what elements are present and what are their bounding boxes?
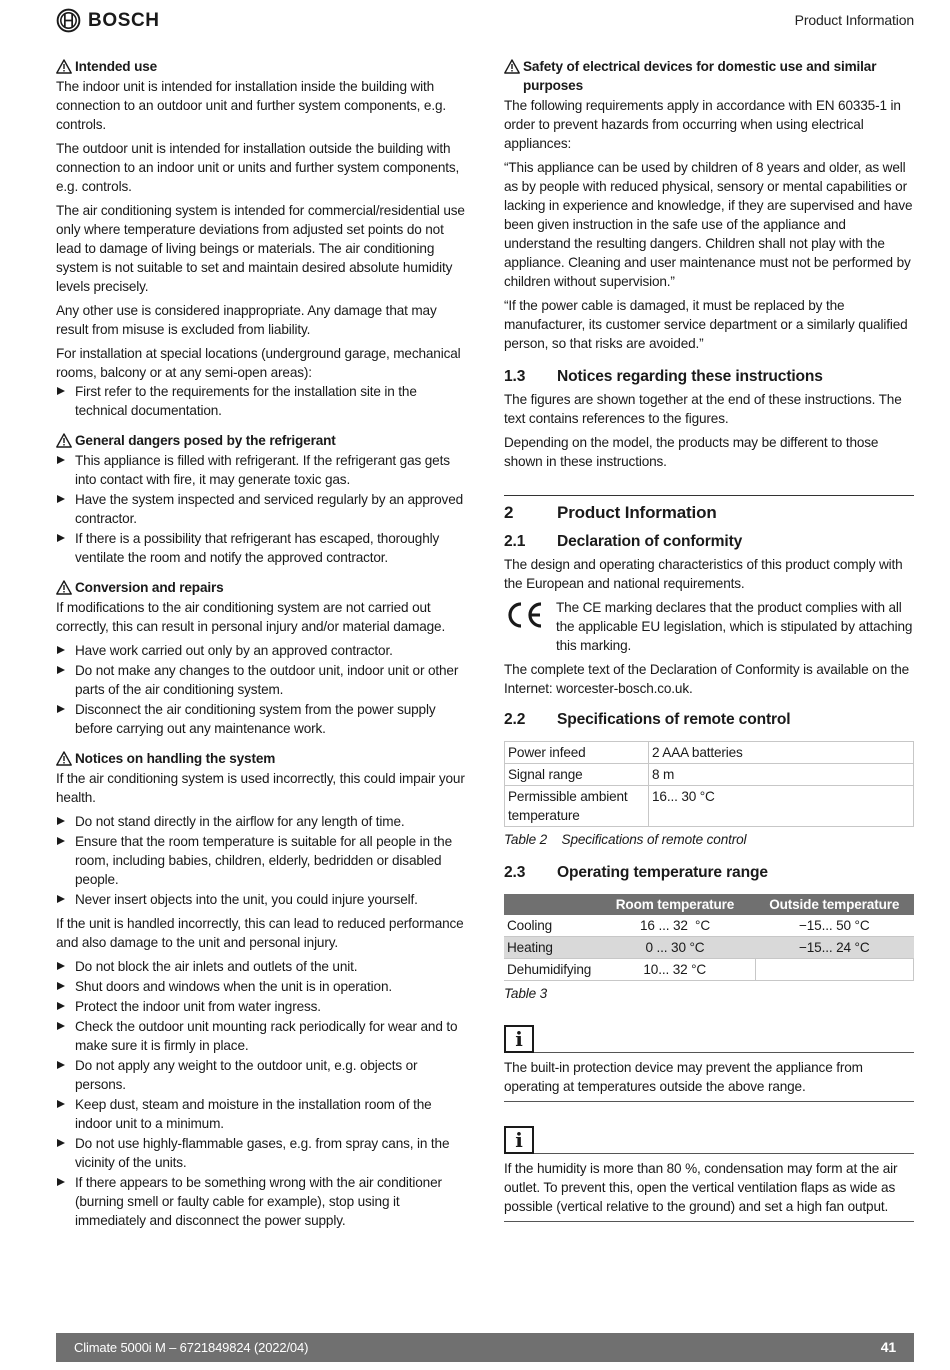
left-column — [56, 57, 465, 1241]
paragraph: “If the power cable is damaged, it must be replaced by the manufacturer, its customer service department or a similarly qualified person, so that risks are avoided.” — [504, 298, 908, 351]
table-cell: 10... 32 °C — [595, 959, 755, 981]
table-caption: Table 3 — [504, 986, 548, 1001]
divider — [534, 1153, 914, 1154]
paragraph: The figures are shown together at the end of these instructions. The text contains references to the figures. — [504, 392, 902, 426]
chapter-product-information — [504, 495, 914, 522]
list-item: First refer to the requirements for the installation site in the technical documentation. — [56, 382, 465, 420]
refrigerant-section — [56, 431, 465, 567]
heading-text-line1: Safety of electrical devices for domestic use and similar — [523, 59, 877, 74]
arrow-bullet-icon — [57, 1022, 65, 1030]
conversion-section — [56, 578, 465, 738]
table-cell: 0 ... 30 °C — [595, 937, 755, 959]
warning-triangle-icon — [56, 751, 72, 766]
section-number: 1.3 — [504, 368, 526, 385]
section-number: 2.1 — [504, 533, 526, 550]
electrical-safety-section — [504, 57, 914, 353]
section-number: 2.3 — [504, 864, 526, 881]
instruction-list — [56, 641, 465, 738]
paragraph: The indoor unit is intended for installation inside the building with connection to an outdoor unit and further system components, e.g. controls. — [56, 79, 446, 132]
paragraph: Any other use is considered inappropriate. Any damage that may result from misuse is excluded from liability. — [56, 303, 437, 337]
arrow-bullet-icon — [57, 817, 65, 825]
paragraph: If the air conditioning system is used incorrectly, this could impair your health. — [56, 771, 465, 805]
handling-heading — [56, 749, 465, 768]
info-icon: i — [504, 1126, 534, 1154]
heading-text: Notices on handling the system — [75, 751, 276, 766]
table-row — [504, 959, 914, 981]
arrow-bullet-icon — [57, 895, 65, 903]
ce-marking-row — [504, 598, 914, 655]
table-row — [504, 937, 914, 959]
table-cell: 2 AAA batteries — [649, 742, 914, 764]
warning-triangle-icon — [56, 580, 72, 595]
right-column — [504, 57, 914, 1222]
list-item: Have the system inspected and serviced regularly by an approved contractor. — [56, 490, 465, 528]
ce-text: The CE marking declares that the product complies with all the applicable EU legislation, which is stipulated by attaching this marking. — [556, 600, 913, 653]
refrigerant-heading — [56, 431, 465, 450]
list-item: Never insert objects into the unit, you could injure yourself. — [56, 890, 465, 909]
warning-triangle-icon — [56, 59, 72, 74]
list-item: Check the outdoor unit mounting rack periodically for wear and to make sure it is firmly in place. — [56, 1017, 465, 1055]
table-cell: Permissible ambient temperature — [505, 786, 649, 827]
list-item: Have work carried out only by an approved contractor. — [56, 641, 465, 660]
section-number: 2.2 — [504, 711, 526, 728]
arrow-bullet-icon — [57, 1139, 65, 1147]
info-header — [504, 1025, 914, 1053]
warning-triangle-icon — [56, 433, 72, 448]
temperature-table — [504, 894, 914, 981]
table-caption: Table 2 Specifications of remote control — [504, 832, 747, 847]
section-title: Product Information — [794, 12, 914, 28]
electrical-safety-heading — [504, 57, 914, 95]
list-item: Ensure that the room temperature is suitable for all people in the room, including babies, children, elderly, bedridden or disabled people. — [56, 832, 465, 889]
paragraph: The following requirements apply in accordance with EN 60335-1 in order to prevent hazards from occurring when using electrical appliances: — [504, 98, 901, 151]
table-cell: Signal range — [505, 764, 649, 786]
table-header-row — [504, 894, 914, 915]
section-title: Declaration of conformity — [557, 533, 743, 550]
heading-text: Intended use — [75, 59, 158, 74]
list-item: Do not block the air inlets and outlets of the unit. — [56, 957, 465, 976]
ce-mark-icon — [504, 600, 548, 630]
table-row — [505, 764, 914, 786]
arrow-bullet-icon — [57, 534, 65, 542]
section-title: Operating temperature range — [557, 864, 768, 881]
list-item: If there appears to be something wrong with the air conditioner (burning smell or faulty cable for example), stop using it immediately and disconnect the power supply. — [56, 1173, 465, 1230]
table-cell: 16... 30 °C — [649, 786, 914, 827]
info-note — [504, 1025, 914, 1102]
arrow-bullet-icon — [57, 1061, 65, 1069]
bosch-armature-icon — [56, 8, 81, 33]
table-cell: −15... 24 °C — [755, 937, 914, 959]
info-header — [504, 1126, 914, 1154]
instruction-list — [56, 957, 465, 1230]
info-note — [504, 1126, 914, 1222]
handling-section — [56, 749, 465, 1230]
warning-triangle-icon — [504, 59, 520, 74]
heading-text-line2: purposes — [523, 78, 583, 93]
chapter-title: Product Information — [557, 503, 717, 522]
table-cell: Power infeed — [505, 742, 649, 764]
specs-section — [504, 710, 914, 849]
paragraph: “This appliance can be used by children of 8 years and older, as well as by people with reduced physical, sensory or mental capabilities or lacking in experience and knowledge, if they are supervised and have been given instruction in the safe use of the appliance and understand the resulting dangers. Children shall not play with the appliance. Cleaning and user maintenance must not be performed by children without supervision.” — [504, 160, 913, 289]
temperature-section — [504, 863, 914, 1003]
paragraph: For installation at special locations (underground garage, mechanical rooms, balcony or at any semi-open areas): — [56, 346, 461, 380]
info-text: If the humidity is more than 80 %, condensation may form at the air outlet. To prevent this, open the vertical ventilation flaps as wide as possible (vertical relative to the ground) and set a high fan output. — [504, 1154, 914, 1222]
brand-name: BOSCH — [88, 10, 160, 31]
paragraph: Depending on the model, the products may be different to those shown in these instructions. — [504, 435, 879, 469]
page-number: 41 — [880, 1339, 896, 1355]
arrow-bullet-icon — [57, 495, 65, 503]
intended-use-section — [56, 57, 465, 420]
arrow-bullet-icon — [57, 1100, 65, 1108]
list-item: Disconnect the air conditioning system from the power supply before carrying out any maintenance work. — [56, 700, 465, 738]
table-cell: Heating — [504, 937, 595, 959]
paragraph: The outdoor unit is intended for installation outside the building with connection to an indoor unit or units and further system components, e.g. controls. — [56, 141, 460, 194]
conversion-heading — [56, 578, 465, 597]
section-heading — [504, 367, 914, 386]
instruction-list — [56, 812, 465, 909]
table-row — [505, 742, 914, 764]
arrow-bullet-icon — [57, 837, 65, 845]
table-cell: −15... 50 °C — [755, 915, 914, 937]
arrow-bullet-icon — [57, 1178, 65, 1186]
table-cell: Cooling — [504, 915, 595, 937]
arrow-bullet-icon — [57, 1002, 65, 1010]
section-title: Notices regarding these instructions — [557, 368, 823, 385]
table-cell: 16 ... 32 °C — [595, 915, 755, 937]
divider — [534, 1052, 914, 1053]
list-item: Protect the indoor unit from water ingress. — [56, 997, 465, 1016]
section-heading — [504, 710, 914, 729]
list-item: Do not use highly-flammable gases, e.g. from spray cans, in the vicinity of the units. — [56, 1134, 465, 1172]
instruction-list — [56, 382, 465, 420]
bosch-logo — [56, 8, 160, 33]
arrow-bullet-icon — [57, 962, 65, 970]
arrow-bullet-icon — [57, 705, 65, 713]
info-text: The built-in protection device may prevent the appliance from operating at temperatures outside the above range. — [504, 1053, 914, 1102]
remote-specs-table — [504, 741, 914, 827]
table-row — [504, 915, 914, 937]
paragraph: The air conditioning system is intended for commercial/residential use only where temperature deviations from adjusted set points do not lead to damage of living beings or materials. The air conditioning system is not suitable to set and maintain desired absolute humidity levels precisely. — [56, 203, 465, 294]
page-footer — [56, 1333, 914, 1362]
section-title: Specifications of remote control — [557, 711, 791, 728]
heading-text: Conversion and repairs — [75, 580, 224, 595]
table-row — [505, 786, 914, 827]
chapter-number: 2 — [504, 503, 514, 522]
info-icon: i — [504, 1025, 534, 1053]
arrow-bullet-icon — [57, 666, 65, 674]
arrow-bullet-icon — [57, 646, 65, 654]
arrow-bullet-icon — [57, 982, 65, 990]
heading-text: General dangers posed by the refrigerant — [75, 433, 336, 448]
arrow-bullet-icon — [57, 456, 65, 464]
table-cell — [755, 959, 914, 981]
notices-section — [504, 367, 914, 471]
table-cell: Dehumidifying — [504, 959, 595, 981]
list-item: Keep dust, steam and moisture in the installation room of the indoor unit to a minimum. — [56, 1095, 465, 1133]
section-heading — [504, 863, 914, 882]
arrow-bullet-icon — [57, 387, 65, 395]
document-reference: Climate 5000i M – 6721849824 (2022/04) — [74, 1340, 309, 1355]
table-cell: 8 m — [649, 764, 914, 786]
paragraph: If modifications to the air conditioning system are not carried out correctly, this can result in personal injury and/or material damage. — [56, 600, 446, 634]
list-item: Do not make any changes to the outdoor unit, indoor unit or other parts of the air conditioning system. — [56, 661, 465, 699]
conformity-section — [504, 532, 914, 698]
paragraph: The design and operating characteristics of this product comply with the European and national requirements. — [504, 557, 903, 591]
intended-use-heading — [56, 57, 465, 76]
list-item: Do not stand directly in the airflow for any length of time. — [56, 812, 465, 831]
table-header: Room temperature — [595, 894, 755, 915]
instruction-list — [56, 451, 465, 567]
list-item: Do not apply any weight to the outdoor unit, e.g. objects or persons. — [56, 1056, 465, 1094]
list-item: Shut doors and windows when the unit is in operation. — [56, 977, 465, 996]
section-heading — [504, 532, 914, 551]
list-item: If there is a possibility that refrigerant has escaped, thoroughly ventilate the room and notify the approved contractor. — [56, 529, 465, 567]
table-header — [504, 894, 595, 915]
list-item: This appliance is filled with refrigerant. If the refrigerant gas gets into contact with fire, it may generate toxic gas. — [56, 451, 465, 489]
paragraph: If the unit is handled incorrectly, this can lead to reduced performance and also damage to the unit and personal injury. — [56, 916, 464, 950]
page-header — [56, 8, 914, 34]
chapter-heading — [504, 503, 914, 522]
paragraph: The complete text of the Declaration of Conformity is available on the Internet: worcester-bosch.co.uk. — [504, 662, 910, 696]
table-header: Outside temperature — [755, 894, 914, 915]
